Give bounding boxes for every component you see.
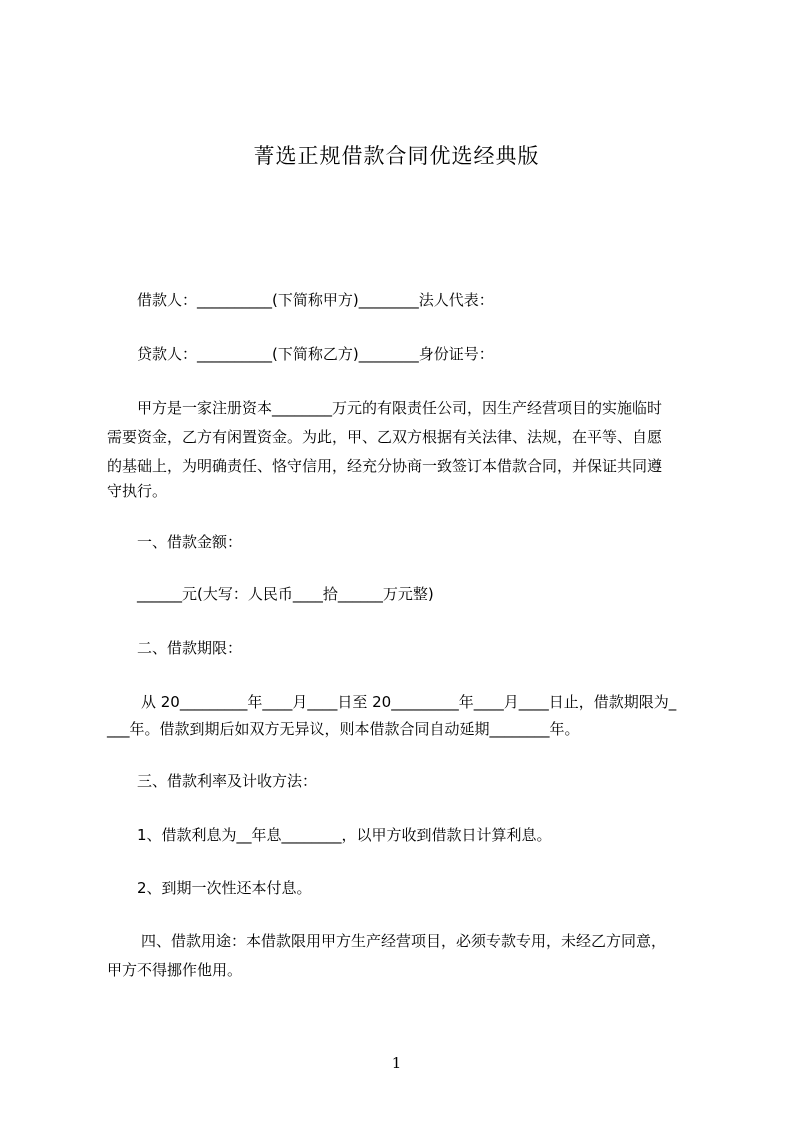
section-4-body-line-2: 甲方不得挪作他用。 bbox=[107, 961, 243, 979]
borrower-line: 借款人：__________(下简称甲方)________法人代表： bbox=[137, 291, 494, 309]
section-2-heading: 二、借款期限： bbox=[137, 639, 243, 657]
document-title: 菁选正规借款合同优选经典版 bbox=[253, 144, 540, 168]
section-3-heading: 三、借款利率及计收方法： bbox=[137, 772, 318, 790]
intro-paragraph-line-4: 守执行。 bbox=[107, 482, 168, 500]
section-3-item-2: 2、到期一次性还本付息。 bbox=[137, 879, 312, 897]
section-4-body-line-1: 四、借款用途：本借款限用甲方生产经营项目，必须专款专用，未经乙方同意， bbox=[141, 932, 667, 950]
section-2-body-line-1: 从 20_________年____月____日至 20_________年____月____日止，借款期限为_ bbox=[141, 693, 677, 711]
section-2-body-line-2: ___年。借款到期后如双方无异议，则本借款合同自动延期________年。 bbox=[107, 720, 580, 738]
intro-paragraph-line-1: 甲方是一家注册资本________万元的有限责任公司，因生产经营项目的实施临时 bbox=[137, 399, 663, 417]
lender-line: 贷款人：__________(下简称乙方)________身份证号： bbox=[137, 345, 494, 363]
section-1-heading: 一、借款金额： bbox=[137, 533, 243, 551]
section-1-body: ______元(大写：人民币____拾______万元整) bbox=[137, 585, 434, 603]
page-number: 1 bbox=[391, 1054, 402, 1072]
section-3-item-1: 1、借款利息为__年息________，以甲方收到借款日计算利息。 bbox=[137, 826, 552, 844]
intro-paragraph-line-3: 的基础上，为明确责任、恪守信用，经充分协商一致签订本借款合同，并保证共同遵 bbox=[107, 457, 663, 475]
intro-paragraph-line-2: 需要资金，乙方有闲置资金。为此，甲、乙双方根据有关法律、法规，在平等、自愿 bbox=[107, 428, 663, 446]
